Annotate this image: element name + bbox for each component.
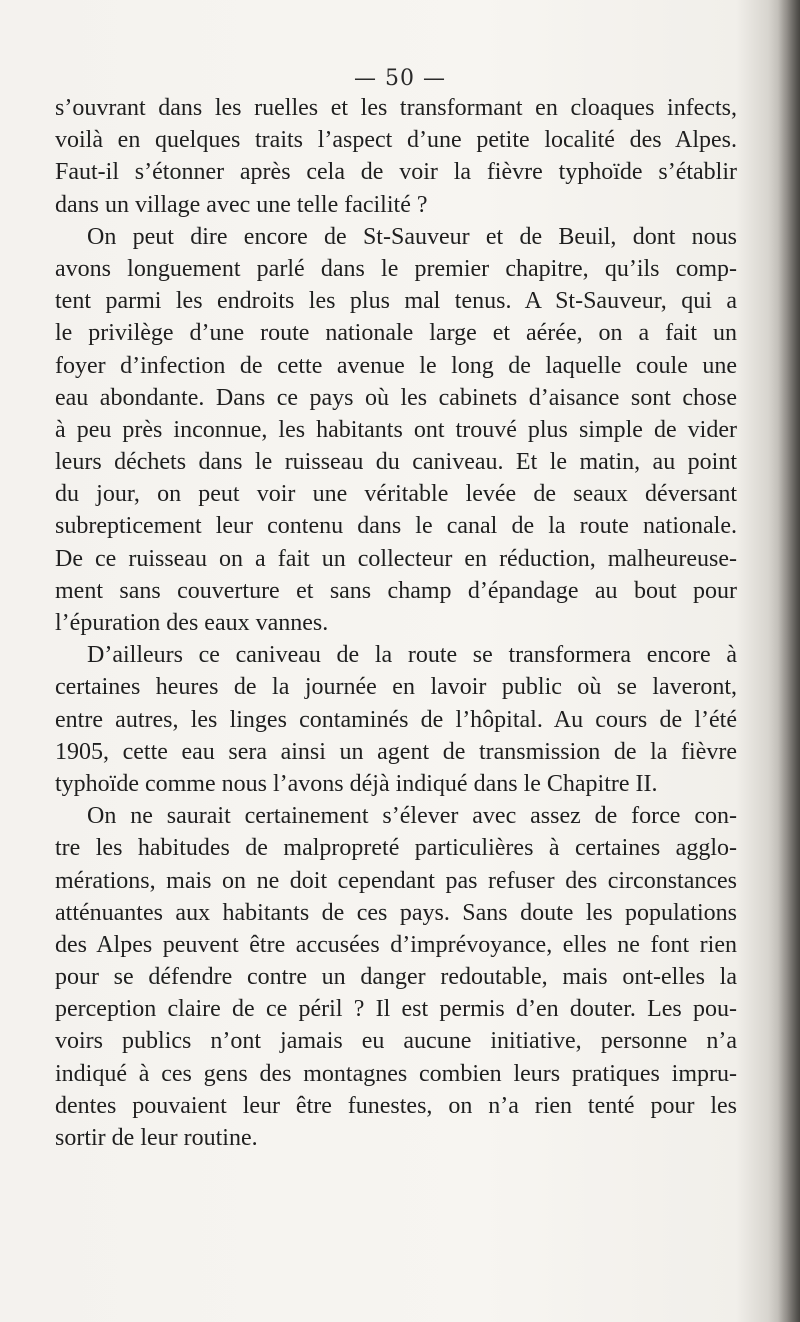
text-line: s’ouvrant dans les ruelles et les transformant en cloaques infects, — [55, 95, 737, 121]
text-line: foyer d’infection de cette avenue le long de laquelle coule une — [55, 352, 737, 379]
body-text — [55, 92, 737, 1154]
text-line: eau abondante. Dans ce pays où les cabinets d’aisance sont chose — [55, 384, 737, 411]
text-line: tent parmi les endroits les plus mal tenus. A St-Sauveur, qui a — [55, 288, 737, 315]
text-line: mérations, mais on ne doit cependant pas refuser des circonstances — [55, 867, 737, 894]
text-line: tre les habitudes de malpropreté particulières à certaines agglo- — [55, 835, 737, 862]
text-line: le privilège d’une route nationale large et aérée, on a fait un — [55, 320, 737, 347]
page-edge-shadow — [778, 0, 800, 1322]
text-line: entre autres, les linges contaminés de l’hôpital. Au cours de l’été — [55, 706, 737, 733]
text-line: D’ailleurs ce caniveau de la route se transformera encore à — [87, 642, 737, 669]
text-line: des Alpes peuvent être accusées d’imprévoyance, elles ne font rien — [55, 931, 737, 958]
text-line: dentes pouvaient leur être funestes, on n’a rien tenté pour les — [55, 1092, 737, 1119]
text-line: subrepticement leur contenu dans le canal de la route nationale. — [55, 513, 737, 540]
text-line: On ne saurait certainement s’élever avec assez de force con- — [87, 803, 737, 830]
text-line: voirs publics n’ont jamais eu aucune initiative, personne n’a — [55, 1028, 737, 1055]
text-line: dans un village avec une telle facilité ? — [55, 191, 428, 218]
text-line: indiqué à ces gens des montagnes combien leurs pratiques impru- — [55, 1060, 737, 1087]
text-line: certaines heures de la journée en lavoir public où se laveront, — [55, 674, 737, 701]
text-line: avons longuement parlé dans le premier chapitre, qu’ils comp- — [55, 255, 737, 282]
text-line: Faut-il s’étonner après cela de voir la fièvre typhoïde s’établir — [55, 159, 737, 186]
text-line: 1905, cette eau sera ainsi un agent de transmission de la fièvre — [55, 738, 737, 765]
text-line: On peut dire encore de St-Sauveur et de Beuil, dont nous — [87, 223, 737, 250]
text-line: pour se défendre contre un danger redoutable, mais ont-elles la — [55, 964, 737, 991]
text-line: De ce ruisseau on a fait un collecteur en réduction, malheureuse- — [55, 545, 737, 572]
text-line: à peu près inconnue, les habitants ont trouvé plus simple de vider — [55, 416, 737, 443]
text-line: ment sans couverture et sans champ d’épandage au bout pour — [55, 577, 737, 604]
text-line: voilà en quelques traits l’aspect d’une petite localité des Alpes. — [55, 127, 737, 154]
text-line: typhoïde comme nous l’avons déjà indiqué dans le Chapitre II. — [55, 770, 658, 797]
text-line: perception claire de ce péril ? Il est permis d’en douter. Les pou- — [55, 996, 737, 1023]
text-line: du jour, on peut voir une véritable levée de seaux déversant — [55, 481, 737, 508]
page-number: — 50 — — [354, 66, 446, 91]
text-line: atténuantes aux habitants de ces pays. Sans doute les populations — [55, 899, 737, 926]
text-line: sortir de leur routine. — [55, 1125, 258, 1151]
text-line: l’épuration des eaux vannes. — [55, 610, 329, 636]
text-line: leurs déchets dans le ruisseau du caniveau. Et le matin, au point — [55, 449, 737, 476]
